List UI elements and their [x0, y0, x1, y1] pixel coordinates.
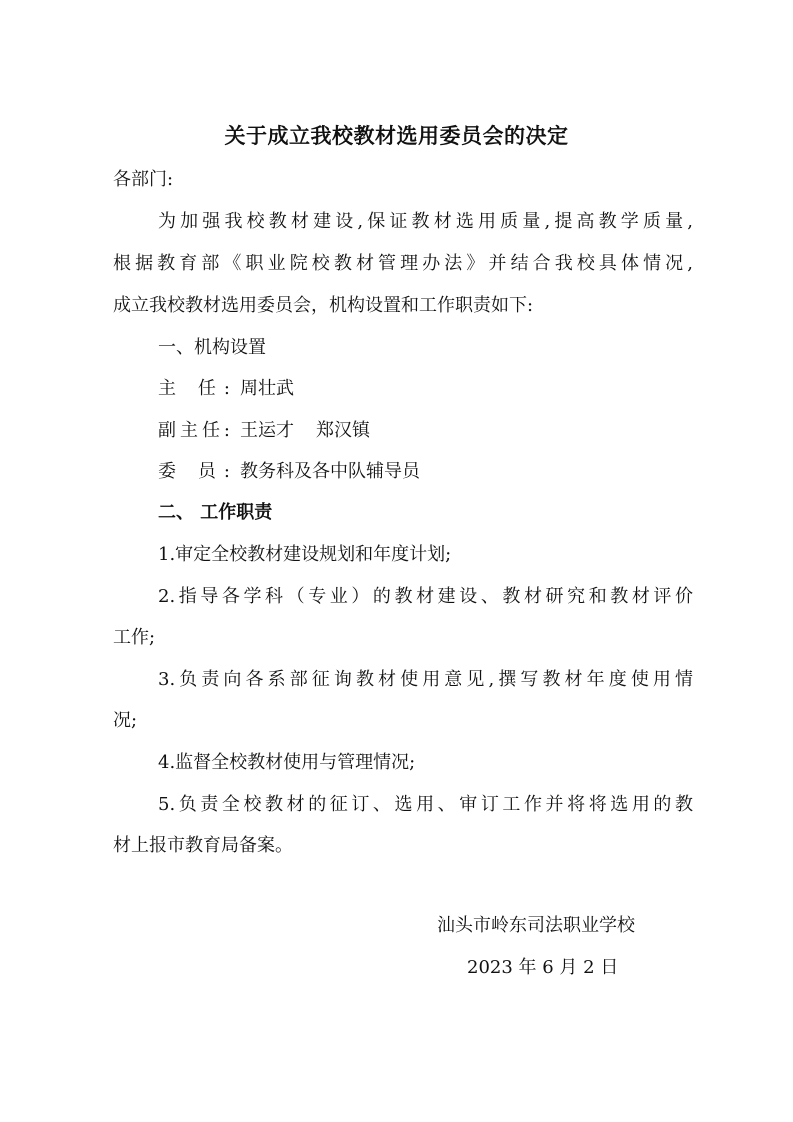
- intro-line-1: 为加强我校教材建设,保证教材选用质量,提高教学质量,: [158, 211, 693, 232]
- deputy-name-1: 王运才: [240, 420, 294, 441]
- intro-line-3: 成立我校教材选用委员会，机构设置和工作职责如下:: [113, 295, 534, 316]
- duty-item-2-line-2: 工作;: [113, 627, 156, 648]
- duty-item-3-line-2: 况;: [113, 710, 138, 731]
- document-title: 关于成立我校教材选用委员会的决定: [224, 123, 569, 148]
- duty-item-3-line-1: 3.负责向各系部征询教材使用意见,撰写教材年度使用情: [158, 669, 693, 690]
- director-name: 周壮武: [240, 378, 294, 399]
- intro-line-2: 根据教育部《职业院校教材管理办法》并结合我校具体情况,: [113, 253, 693, 274]
- signature-date: 2023 年 6 月 2 日: [467, 957, 619, 978]
- members-row: [158, 456, 693, 488]
- deputy-row: [158, 415, 693, 447]
- section-1-heading: 一、机构设置: [158, 337, 266, 358]
- section-2-heading: 二、 工作职责: [158, 502, 273, 523]
- members-label: 委 员:: [158, 461, 230, 482]
- signature-organization: 汕头市岭东司法职业学校: [437, 915, 635, 936]
- salutation: 各部门:: [113, 169, 174, 190]
- deputy-name-2: 郑汉镇: [316, 420, 370, 441]
- duty-item-5-line-2: 材上报市教育局备案。: [113, 835, 293, 856]
- members-value: 教务科及各中队辅导员: [240, 461, 420, 482]
- duty-item-2-line-1: 2.指导各学科（专业）的教材建设、教材研究和教材评价: [158, 586, 693, 607]
- duty-item-4: 4.监督全校教材使用与管理情况;: [158, 752, 416, 773]
- director-row: [158, 373, 693, 405]
- deputy-label: 副主任:: [158, 420, 230, 441]
- duty-item-1: 1.审定全校教材建设规划和年度计划;: [158, 544, 452, 565]
- director-label: 主 任:: [158, 378, 230, 399]
- duty-item-5-line-1: 5.负责全校教材的征订、选用、审订工作并将将选用的教: [158, 794, 693, 815]
